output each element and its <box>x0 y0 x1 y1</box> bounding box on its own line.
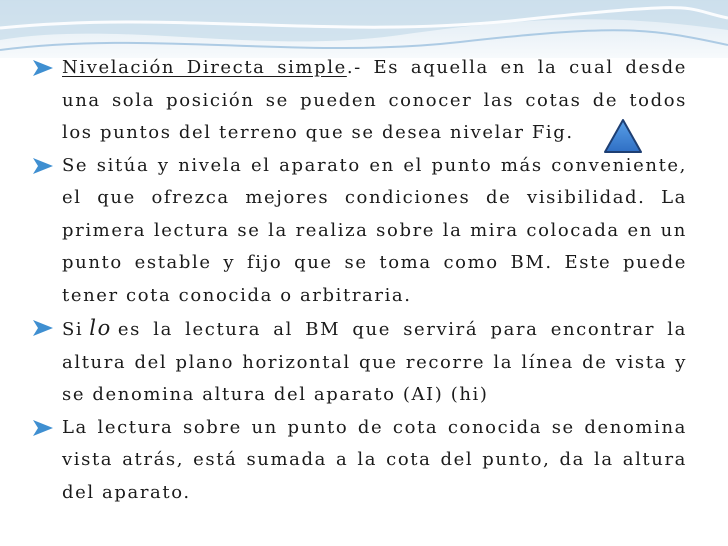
arrow-bullet-icon <box>32 157 54 175</box>
bullet-item <box>32 150 687 313</box>
bullet-text: Se sitúa y nivela el aparato en el punto más conveniente, el que ofrezca mejores condiciones de visibilidad. La primera lectura se la realiza sobre la mira colocada en un punto estable y fijo que se toma como BM. Este puede tener cota conocida o arbitraria. <box>62 154 687 306</box>
header-decoration <box>0 0 728 58</box>
lo-symbol: lo <box>89 316 112 340</box>
bullet-item <box>32 52 687 150</box>
arrow-bullet-icon <box>32 319 54 337</box>
bullet-item <box>32 412 687 510</box>
slide-content <box>32 52 687 509</box>
bullet-item <box>32 312 687 412</box>
bullet-prefix: Si <box>62 319 84 340</box>
bullet-text: La lectura sobre un punto de cota conocida se denomina vista atrás, está sumada a la cota del punto, da la altura del aparato. <box>62 416 687 503</box>
arrow-bullet-icon <box>32 419 54 437</box>
bullet-text: .- Es aquella en la cual desde una sola posición se pueden conocer las cotas de todos los puntos del terreno que se desea nivelar Fig. <box>62 57 687 143</box>
bullet-term: Nivelación Directa simple <box>62 57 347 78</box>
arrow-bullet-icon <box>32 59 54 77</box>
triangle-up-icon[interactable] <box>603 118 643 154</box>
bullet-text: es la lectura al BM que servirá para encontrar la altura del plano horizontal que recorre la línea de vista y se denomina altura del aparato (AI) (hi) <box>62 319 687 405</box>
